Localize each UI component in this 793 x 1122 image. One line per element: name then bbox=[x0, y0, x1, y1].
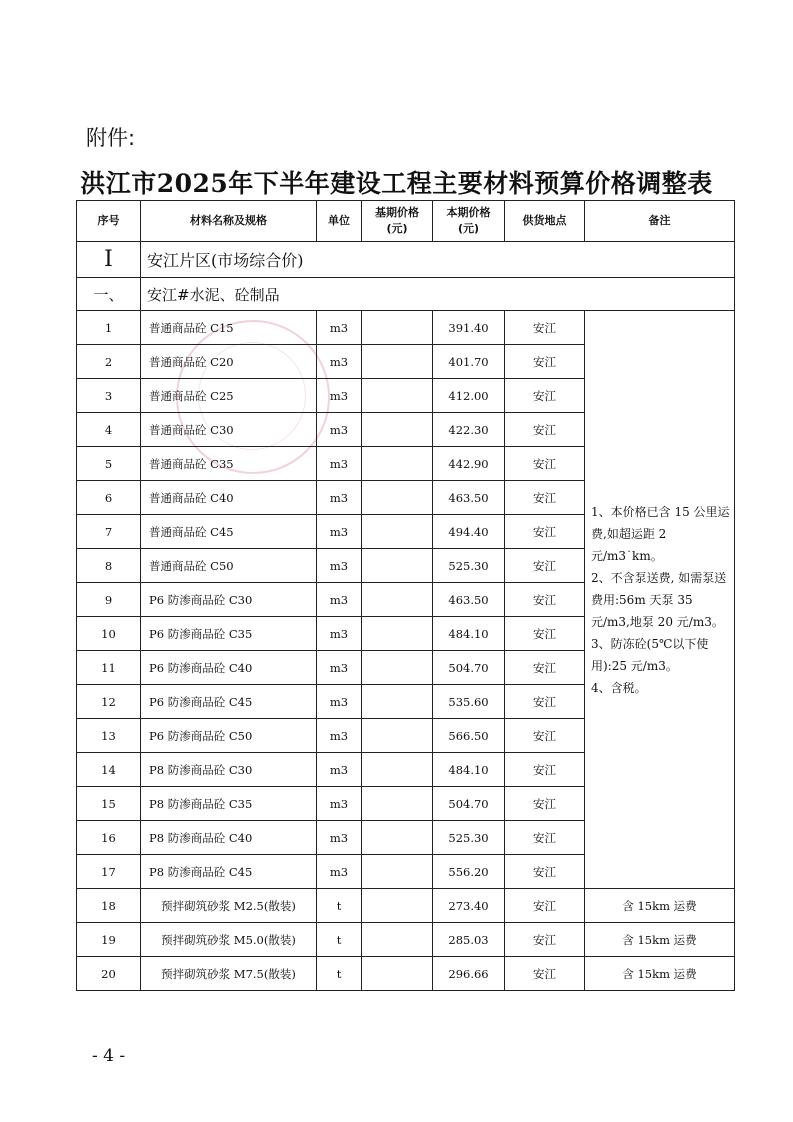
row-base-price bbox=[362, 957, 433, 991]
row-seq: 16 bbox=[77, 821, 141, 855]
row-base-price bbox=[362, 345, 433, 379]
row-seq: 20 bbox=[77, 957, 141, 991]
row-base-price bbox=[362, 447, 433, 481]
row-name: P8 防渗商品砼 C30 bbox=[141, 753, 317, 787]
row-current-price: 273.40 bbox=[433, 889, 505, 923]
row-name: 预拌砌筑砂浆 M5.0(散装) bbox=[141, 923, 317, 957]
row-name: 普通商品砼 C40 bbox=[141, 481, 317, 515]
row-base-price bbox=[362, 753, 433, 787]
row-name: P6 防渗商品砼 C30 bbox=[141, 583, 317, 617]
row-base-price bbox=[362, 617, 433, 651]
row-current-price: 296.66 bbox=[433, 957, 505, 991]
row-seq: 12 bbox=[77, 685, 141, 719]
row-name: 预拌砌筑砂浆 M7.5(散装) bbox=[141, 957, 317, 991]
remark-line: 3、防冻砼(5℃以下使用):25 元/m3。 bbox=[591, 636, 709, 673]
row-location: 安江 bbox=[505, 719, 585, 753]
row-name: 普通商品砼 C15 bbox=[141, 311, 317, 345]
row-unit: m3 bbox=[317, 651, 362, 685]
subsection-number: 一、 bbox=[77, 278, 141, 311]
row-current-price: 525.30 bbox=[433, 549, 505, 583]
remark-line: 1、本价格已含 15 公里运费,如超运距 2 元/m3˙km。 bbox=[591, 504, 730, 563]
header-base-price bbox=[362, 201, 433, 242]
row-name: 普通商品砼 C30 bbox=[141, 413, 317, 447]
row-location: 安江 bbox=[505, 787, 585, 821]
row-name: 普通商品砼 C25 bbox=[141, 379, 317, 413]
section-row bbox=[77, 242, 735, 278]
row-current-price: 504.70 bbox=[433, 651, 505, 685]
row-unit: m3 bbox=[317, 855, 362, 889]
row-name: 普通商品砼 C35 bbox=[141, 447, 317, 481]
remark-line: 4、含税。 bbox=[591, 680, 647, 695]
row-name: P8 防渗商品砼 C40 bbox=[141, 821, 317, 855]
row-seq: 15 bbox=[77, 787, 141, 821]
row-location: 安江 bbox=[505, 311, 585, 345]
row-base-price bbox=[362, 889, 433, 923]
row-remark: 含 15km 运费 bbox=[585, 889, 735, 923]
row-unit: m3 bbox=[317, 515, 362, 549]
price-table bbox=[76, 200, 735, 991]
row-seq: 8 bbox=[77, 549, 141, 583]
row-unit: m3 bbox=[317, 311, 362, 345]
row-seq: 1 bbox=[77, 311, 141, 345]
header-location: 供货地点 bbox=[505, 201, 585, 242]
row-name: 普通商品砼 C20 bbox=[141, 345, 317, 379]
row-unit: t bbox=[317, 923, 362, 957]
row-name: P8 防渗商品砼 C35 bbox=[141, 787, 317, 821]
subsection-row bbox=[77, 278, 735, 311]
row-unit: m3 bbox=[317, 719, 362, 753]
row-base-price bbox=[362, 311, 433, 345]
header-current-price-unit: (元) bbox=[457, 222, 480, 235]
row-name: P6 防渗商品砼 C40 bbox=[141, 651, 317, 685]
row-current-price: 556.20 bbox=[433, 855, 505, 889]
header-name: 材料名称及规格 bbox=[141, 201, 317, 242]
row-unit: m3 bbox=[317, 379, 362, 413]
row-current-price: 401.70 bbox=[433, 345, 505, 379]
row-location: 安江 bbox=[505, 957, 585, 991]
row-seq: 6 bbox=[77, 481, 141, 515]
row-seq: 11 bbox=[77, 651, 141, 685]
row-current-price: 412.00 bbox=[433, 379, 505, 413]
row-location: 安江 bbox=[505, 617, 585, 651]
row-current-price: 484.10 bbox=[433, 617, 505, 651]
row-seq: 13 bbox=[77, 719, 141, 753]
header-base-price-label: 基期价格 bbox=[375, 206, 419, 219]
row-current-price: 285.03 bbox=[433, 923, 505, 957]
subsection-label: 安江#水泥、砼制品 bbox=[141, 278, 735, 311]
row-location: 安江 bbox=[505, 651, 585, 685]
row-current-price: 525.30 bbox=[433, 821, 505, 855]
remark-line: 2、不含泵送费, 如需泵送费用:56m 天泵 35 元/m3,地泵 20 元/m3。 bbox=[591, 570, 727, 629]
header-current-price bbox=[433, 201, 505, 242]
row-unit: m3 bbox=[317, 753, 362, 787]
row-location: 安江 bbox=[505, 379, 585, 413]
row-unit: m3 bbox=[317, 617, 362, 651]
row-unit: m3 bbox=[317, 549, 362, 583]
row-location: 安江 bbox=[505, 685, 585, 719]
row-current-price: 504.70 bbox=[433, 787, 505, 821]
row-seq: 17 bbox=[77, 855, 141, 889]
row-base-price bbox=[362, 583, 433, 617]
row-location: 安江 bbox=[505, 583, 585, 617]
table-row bbox=[77, 311, 735, 345]
row-unit: m3 bbox=[317, 447, 362, 481]
row-unit: m3 bbox=[317, 481, 362, 515]
attachment-label: 附件: bbox=[86, 126, 136, 150]
row-location: 安江 bbox=[505, 549, 585, 583]
row-unit: m3 bbox=[317, 583, 362, 617]
row-unit: t bbox=[317, 889, 362, 923]
row-unit: t bbox=[317, 957, 362, 991]
row-base-price bbox=[362, 855, 433, 889]
row-seq: 18 bbox=[77, 889, 141, 923]
row-current-price: 484.10 bbox=[433, 753, 505, 787]
row-unit: m3 bbox=[317, 821, 362, 855]
row-base-price bbox=[362, 787, 433, 821]
row-current-price: 535.60 bbox=[433, 685, 505, 719]
section-number: I bbox=[77, 242, 141, 278]
header-base-price-unit: (元) bbox=[386, 222, 408, 235]
row-location: 安江 bbox=[505, 345, 585, 379]
row-seq: 9 bbox=[77, 583, 141, 617]
row-name: 普通商品砼 C45 bbox=[141, 515, 317, 549]
row-unit: m3 bbox=[317, 787, 362, 821]
row-base-price bbox=[362, 413, 433, 447]
row-base-price bbox=[362, 821, 433, 855]
concrete-remark bbox=[585, 311, 735, 889]
row-seq: 14 bbox=[77, 753, 141, 787]
row-current-price: 463.50 bbox=[433, 481, 505, 515]
row-base-price bbox=[362, 651, 433, 685]
row-current-price: 566.50 bbox=[433, 719, 505, 753]
row-location: 安江 bbox=[505, 481, 585, 515]
row-current-price: 422.30 bbox=[433, 413, 505, 447]
row-base-price bbox=[362, 549, 433, 583]
row-location: 安江 bbox=[505, 855, 585, 889]
row-seq: 19 bbox=[77, 923, 141, 957]
row-unit: m3 bbox=[317, 685, 362, 719]
row-base-price bbox=[362, 379, 433, 413]
row-base-price bbox=[362, 923, 433, 957]
row-name: 预拌砌筑砂浆 M2.5(散装) bbox=[141, 889, 317, 923]
row-location: 安江 bbox=[505, 447, 585, 481]
row-current-price: 494.40 bbox=[433, 515, 505, 549]
row-seq: 3 bbox=[77, 379, 141, 413]
row-name: P6 防渗商品砼 C45 bbox=[141, 685, 317, 719]
row-unit: m3 bbox=[317, 345, 362, 379]
header-current-price-label: 本期价格 bbox=[446, 206, 491, 219]
row-location: 安江 bbox=[505, 515, 585, 549]
row-current-price: 463.50 bbox=[433, 583, 505, 617]
row-remark: 含 15km 运费 bbox=[585, 957, 735, 991]
row-base-price bbox=[362, 481, 433, 515]
section-label: 安江片区(市场综合价) bbox=[141, 242, 735, 278]
row-location: 安江 bbox=[505, 821, 585, 855]
row-location: 安江 bbox=[505, 413, 585, 447]
row-location: 安江 bbox=[505, 753, 585, 787]
header-remark: 备注 bbox=[585, 201, 735, 242]
row-location: 安江 bbox=[505, 923, 585, 957]
row-base-price bbox=[362, 685, 433, 719]
row-current-price: 442.90 bbox=[433, 447, 505, 481]
row-name: P6 防渗商品砼 C50 bbox=[141, 719, 317, 753]
table-row bbox=[77, 957, 735, 991]
header-seq: 序号 bbox=[77, 201, 141, 242]
row-name: P6 防渗商品砼 C35 bbox=[141, 617, 317, 651]
header-unit: 单位 bbox=[317, 201, 362, 242]
row-seq: 5 bbox=[77, 447, 141, 481]
row-location: 安江 bbox=[505, 889, 585, 923]
table-row bbox=[77, 923, 735, 957]
row-unit: m3 bbox=[317, 413, 362, 447]
page-number: - 4 - bbox=[92, 1046, 126, 1066]
row-name: P8 防渗商品砼 C45 bbox=[141, 855, 317, 889]
row-remark: 含 15km 运费 bbox=[585, 923, 735, 957]
row-seq: 2 bbox=[77, 345, 141, 379]
row-name: 普通商品砼 C50 bbox=[141, 549, 317, 583]
row-base-price bbox=[362, 719, 433, 753]
row-seq: 7 bbox=[77, 515, 141, 549]
table-row bbox=[77, 889, 735, 923]
row-current-price: 391.40 bbox=[433, 311, 505, 345]
row-base-price bbox=[362, 515, 433, 549]
row-seq: 10 bbox=[77, 617, 141, 651]
document-title: 洪江市2025年下半年建设工程主要材料预算价格调整表 bbox=[80, 169, 713, 198]
table-header-row bbox=[77, 201, 735, 242]
row-seq: 4 bbox=[77, 413, 141, 447]
